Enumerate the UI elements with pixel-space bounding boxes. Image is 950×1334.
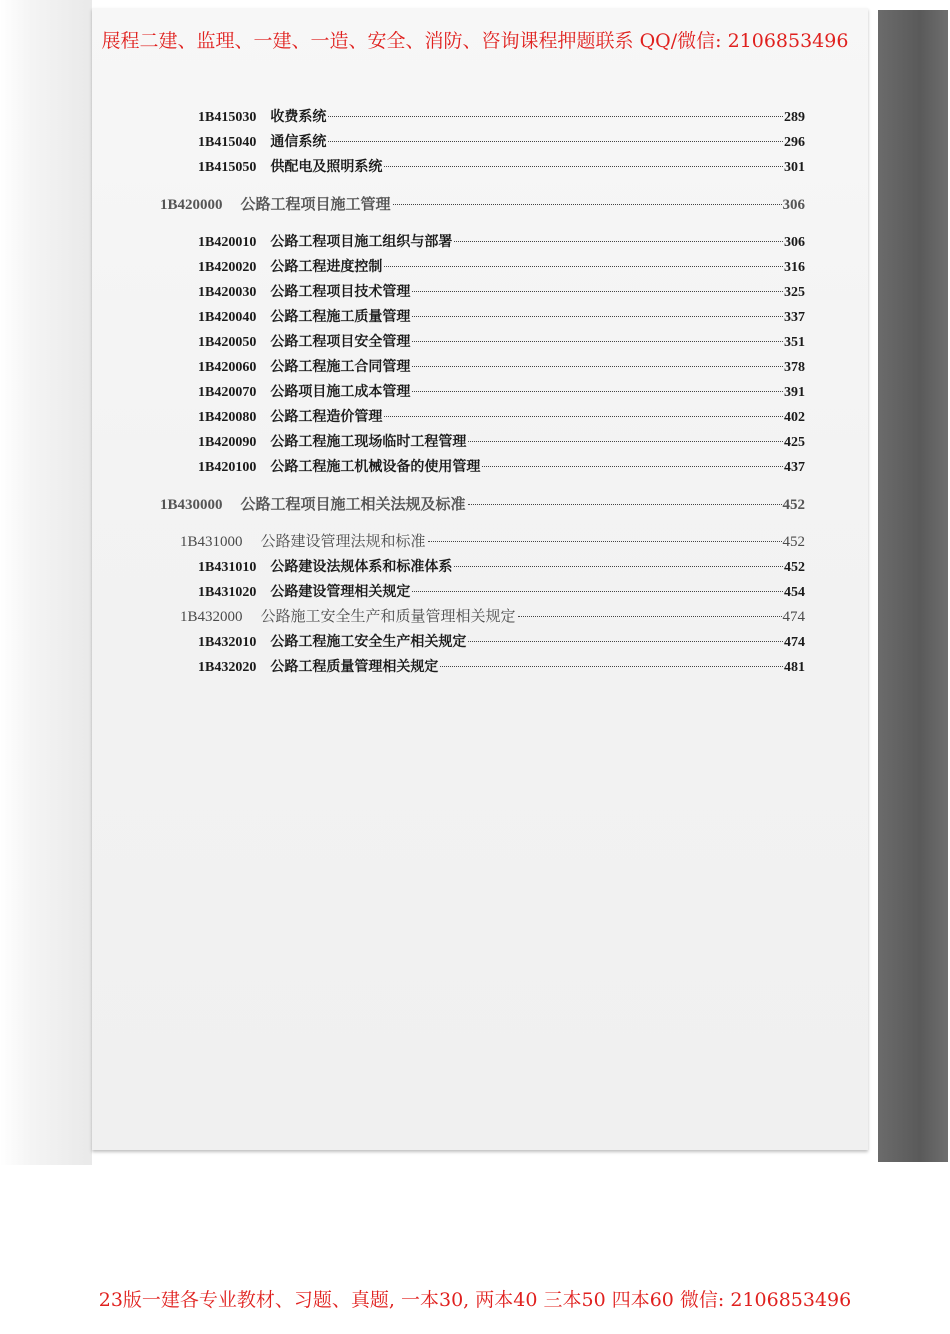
toc-entry bbox=[198, 656, 805, 676]
toc-entry bbox=[198, 381, 805, 401]
toc-title: 公路工程施工机械设备的使用管理 bbox=[270, 459, 481, 475]
toc-code: 1B420040 bbox=[198, 310, 257, 325]
toc-leader bbox=[328, 141, 783, 142]
toc-leader bbox=[454, 566, 783, 567]
toc-title: 公路工程施工现场临时工程管理 bbox=[270, 434, 467, 450]
toc-page: 378 bbox=[784, 360, 805, 375]
toc-title: 公路工程项目施工管理 bbox=[240, 195, 391, 213]
toc-leader bbox=[412, 341, 783, 342]
toc-leader bbox=[454, 241, 783, 242]
toc-title: 公路工程施工质量管理 bbox=[270, 309, 411, 325]
toc-leader bbox=[482, 466, 783, 467]
toc-code: 1B430000 bbox=[160, 497, 223, 513]
toc-leader bbox=[328, 116, 783, 117]
toc-code: 1B432010 bbox=[198, 635, 257, 650]
bottom-banner: 23版一建各专业教材、习题、真题, 一本30, 两本40 三本50 四本60 微信: 2106853496 bbox=[98, 1289, 852, 1311]
toc-leader bbox=[412, 366, 783, 367]
toc-leader bbox=[468, 641, 783, 642]
toc-code: 1B432000 bbox=[180, 609, 243, 625]
toc-title: 公路工程项目施工相关法规及标准 bbox=[240, 495, 466, 513]
toc-title: 供配电及照明系统 bbox=[270, 159, 383, 175]
toc-entry bbox=[198, 231, 805, 251]
toc-title: 公路工程项目技术管理 bbox=[270, 284, 411, 300]
toc-title: 公路施工安全生产和质量管理相关规定 bbox=[260, 607, 516, 625]
toc-leader bbox=[440, 666, 783, 667]
scanner-shadow bbox=[878, 10, 948, 1162]
toc-entry bbox=[198, 281, 805, 301]
toc-chapter bbox=[160, 193, 805, 214]
toc-title: 公路工程质量管理相关规定 bbox=[270, 659, 439, 675]
toc-page: 452 bbox=[782, 497, 805, 513]
toc-leader bbox=[412, 316, 783, 317]
toc-page: 351 bbox=[784, 335, 805, 350]
toc-leader bbox=[412, 391, 783, 392]
toc-code: 1B431020 bbox=[198, 585, 257, 600]
toc-section bbox=[180, 605, 805, 626]
toc-code: 1B432020 bbox=[198, 660, 257, 675]
toc-chapter bbox=[160, 493, 805, 514]
toc-code: 1B431010 bbox=[198, 560, 257, 575]
toc-entry bbox=[198, 556, 805, 576]
toc-code: 1B420090 bbox=[198, 435, 257, 450]
toc-entry bbox=[198, 106, 805, 126]
toc-page: 452 bbox=[782, 534, 805, 550]
toc-code: 1B420060 bbox=[198, 360, 257, 375]
toc-page: 437 bbox=[784, 460, 805, 475]
toc-title: 通信系统 bbox=[270, 134, 327, 150]
toc-code: 1B420000 bbox=[160, 197, 223, 213]
toc-leader bbox=[468, 504, 782, 505]
toc-leader bbox=[468, 441, 783, 442]
toc-leader bbox=[384, 266, 783, 267]
toc-code: 1B415050 bbox=[198, 160, 257, 175]
toc-entry bbox=[198, 456, 805, 476]
toc-leader bbox=[412, 291, 783, 292]
toc-page: 289 bbox=[784, 110, 805, 125]
toc-code: 1B420030 bbox=[198, 285, 257, 300]
toc-page: 306 bbox=[784, 235, 805, 250]
top-banner: 展程二建、监理、一建、一造、安全、消防、咨询课程押题联系 QQ/微信: 2106853496 bbox=[101, 30, 849, 52]
toc-entry bbox=[198, 431, 805, 451]
toc-title: 公路建设管理法规和标准 bbox=[260, 532, 426, 550]
toc-title: 公路工程施工合同管理 bbox=[270, 359, 411, 375]
toc-leader bbox=[384, 416, 783, 417]
toc-entry bbox=[198, 131, 805, 151]
toc-page: 474 bbox=[784, 635, 805, 650]
toc-page: 306 bbox=[782, 197, 805, 213]
toc-title: 公路工程项目安全管理 bbox=[270, 334, 411, 350]
toc-page: 454 bbox=[784, 585, 805, 600]
toc-title: 收费系统 bbox=[270, 109, 327, 125]
toc-entry bbox=[198, 581, 805, 601]
toc-entry bbox=[198, 356, 805, 376]
toc-page: 452 bbox=[784, 560, 805, 575]
toc-code: 1B420080 bbox=[198, 410, 257, 425]
toc-code: 1B431000 bbox=[180, 534, 243, 550]
toc-code: 1B420050 bbox=[198, 335, 257, 350]
toc-code: 1B420020 bbox=[198, 260, 257, 275]
toc-title: 公路项目施工成本管理 bbox=[270, 384, 411, 400]
toc-entry bbox=[198, 631, 805, 651]
toc-code: 1B415040 bbox=[198, 135, 257, 150]
toc-page: 337 bbox=[784, 310, 805, 325]
toc-leader bbox=[518, 616, 782, 617]
toc-section bbox=[180, 530, 805, 551]
toc-leader bbox=[393, 204, 782, 205]
toc-code: 1B415030 bbox=[198, 110, 257, 125]
toc-page: 325 bbox=[784, 285, 805, 300]
toc-leader bbox=[384, 166, 783, 167]
toc-entry bbox=[198, 331, 805, 351]
toc-page: 301 bbox=[784, 160, 805, 175]
toc-entry bbox=[198, 306, 805, 326]
toc-code: 1B420100 bbox=[198, 460, 257, 475]
toc-page: 296 bbox=[784, 135, 805, 150]
toc-page: 425 bbox=[784, 435, 805, 450]
toc-title: 公路建设管理相关规定 bbox=[270, 584, 411, 600]
toc-page: 316 bbox=[784, 260, 805, 275]
scan-left-margin bbox=[0, 0, 92, 1165]
toc-title: 公路建设法规体系和标准体系 bbox=[270, 559, 453, 575]
toc-title: 公路工程施工安全生产相关规定 bbox=[270, 634, 467, 650]
toc-page: 391 bbox=[784, 385, 805, 400]
toc-code: 1B420010 bbox=[198, 235, 257, 250]
toc-page: 474 bbox=[782, 609, 805, 625]
toc-entry bbox=[198, 406, 805, 426]
toc-page: 481 bbox=[784, 660, 805, 675]
toc-entry bbox=[198, 256, 805, 276]
toc-code: 1B420070 bbox=[198, 385, 257, 400]
toc-leader bbox=[428, 541, 782, 542]
toc-title: 公路工程项目施工组织与部署 bbox=[270, 234, 453, 250]
toc-title: 公路工程造价管理 bbox=[270, 409, 383, 425]
scan-right-margin bbox=[868, 0, 950, 1165]
toc-title: 公路工程进度控制 bbox=[270, 259, 383, 275]
toc-leader bbox=[412, 591, 783, 592]
toc-page: 402 bbox=[784, 410, 805, 425]
toc-entry bbox=[198, 156, 805, 176]
scanned-page bbox=[92, 8, 868, 1150]
